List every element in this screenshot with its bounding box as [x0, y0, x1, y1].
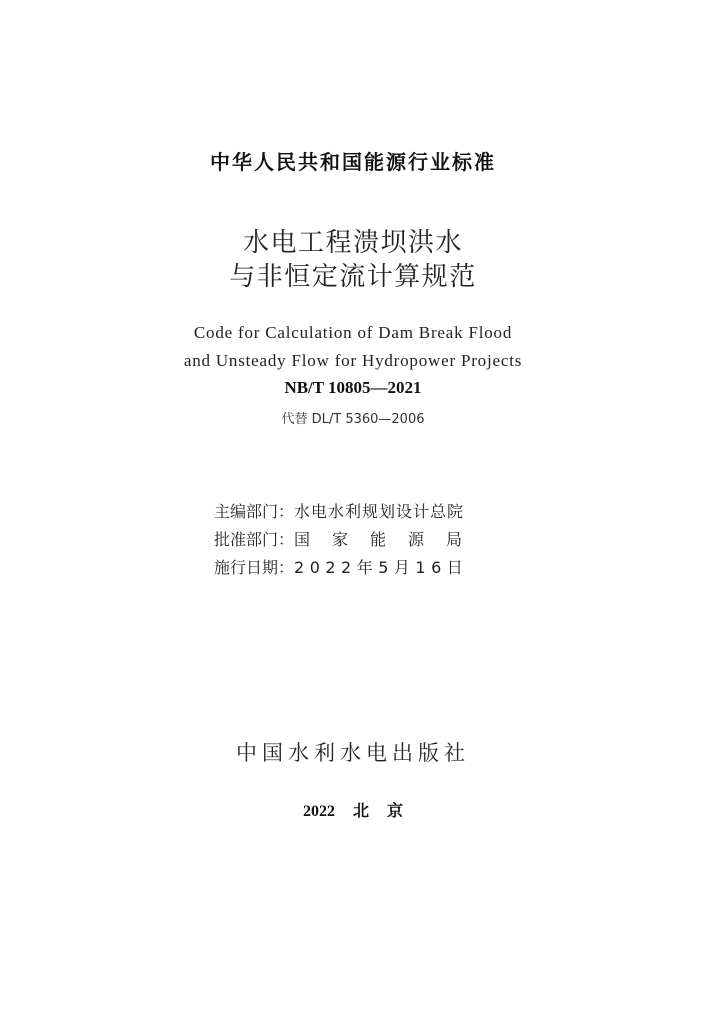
editor-label: 主编部门： — [214, 502, 295, 521]
publication-place — [0, 798, 706, 821]
title-cn-line1: 水电工程溃坝洪水 — [242, 228, 463, 258]
effective-date-row — [214, 555, 544, 578]
standard-category: 中华人民共和国能源行业标准 — [210, 150, 496, 174]
publication-year: 2022 — [302, 803, 335, 820]
approver-row — [214, 527, 544, 550]
replaces-standard: 代替 DL/T 5360—2006 — [281, 412, 425, 427]
standard-number: NB/T 10805—2021 — [284, 378, 422, 397]
editor-row — [214, 499, 544, 522]
effective-date-label: 施行日期： — [214, 558, 295, 577]
title-en-line1: Code for Calculation of Dam Break Flood — [193, 323, 513, 342]
approver-value: 国家能源局 — [294, 530, 485, 549]
publication-city: 北京 — [352, 803, 421, 820]
title-en-line2: and Unsteady Flow for Hydropower Projects — [183, 351, 523, 370]
effective-date-value: 2022年5月16日 — [294, 558, 469, 577]
approver-label: 批准部门： — [214, 530, 295, 549]
title-cn-line2: 与非恒定流计算规范 — [229, 262, 477, 292]
publisher-name: 中国水利水电出版社 — [236, 741, 470, 765]
editor-value: 水电水利规划设计总院 — [294, 502, 465, 521]
